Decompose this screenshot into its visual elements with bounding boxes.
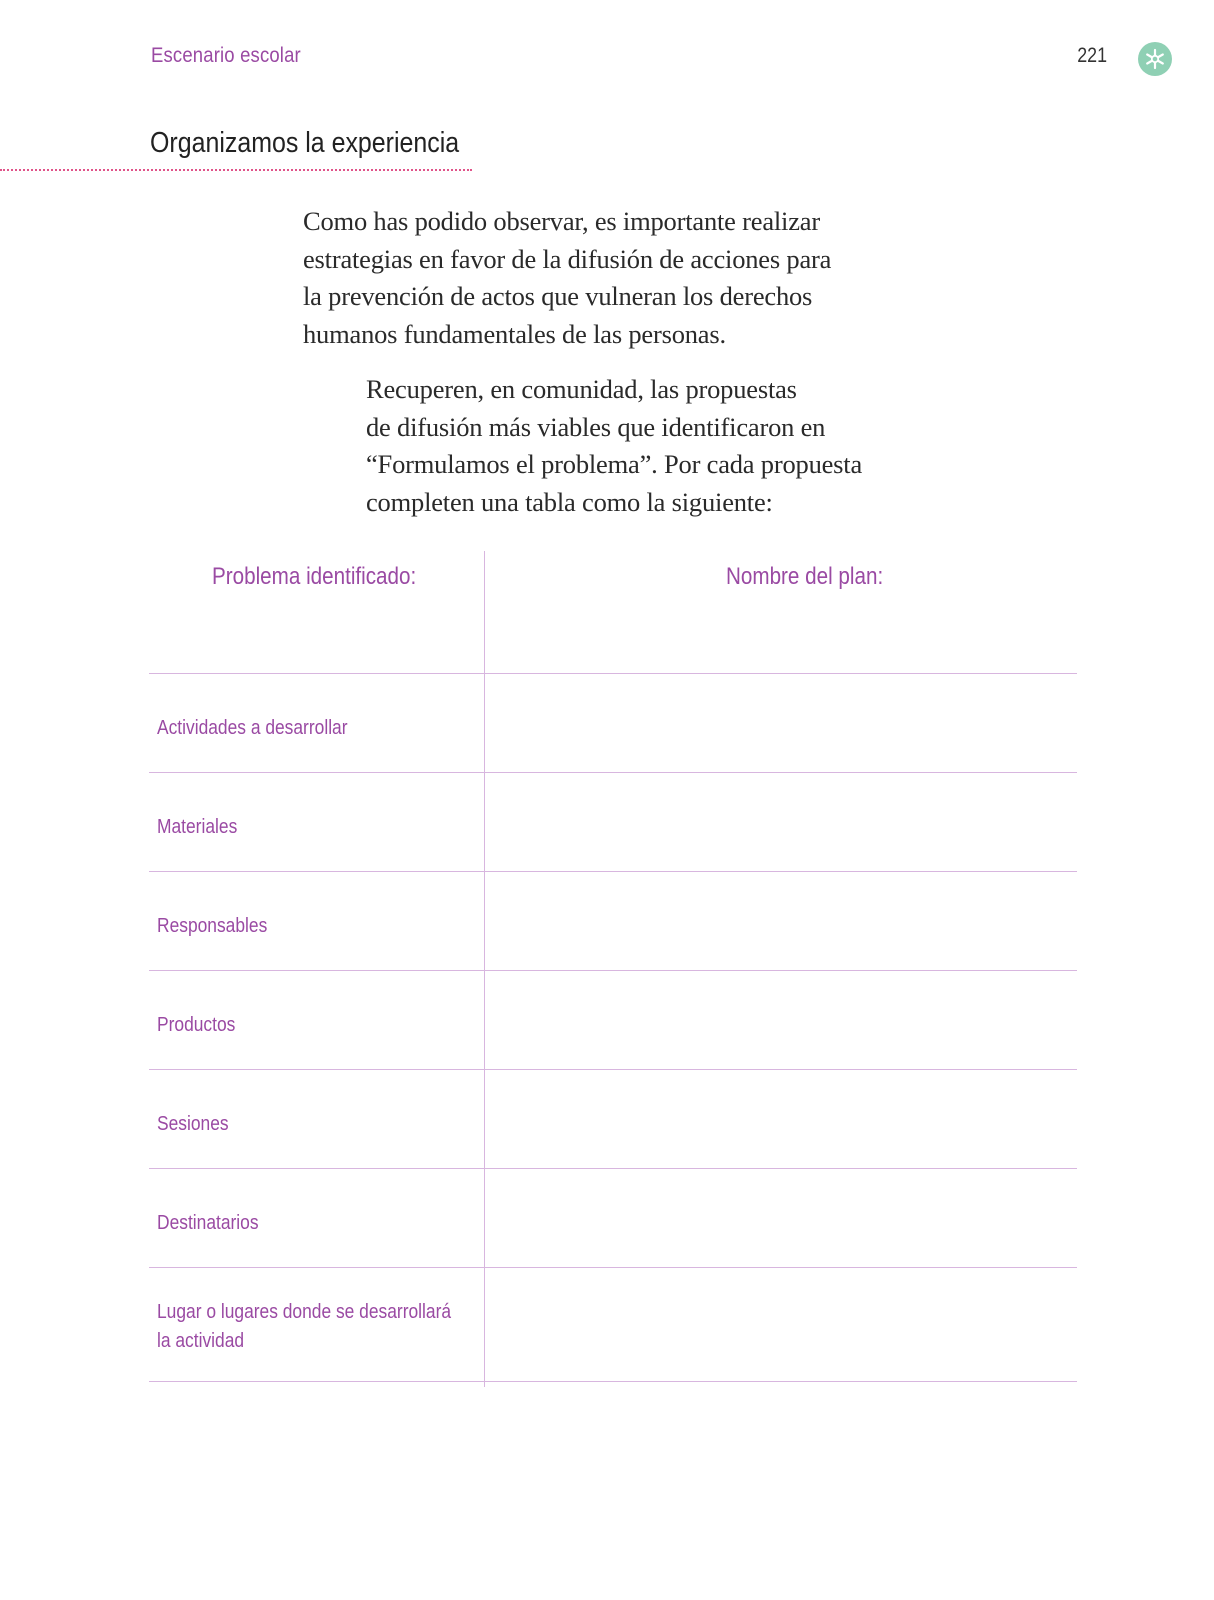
instruction-line: Recuperen, en comunidad, las propuestas (366, 374, 797, 404)
row-label-lugares-line: la actividad (157, 1330, 245, 1352)
table-row-divider (149, 1168, 1077, 1169)
table-bottom-border (149, 1381, 1077, 1382)
intro-line: Como has podido observar, es importante realizar (303, 206, 820, 236)
table-column-divider (484, 551, 485, 1387)
row-label-materiales: Materiales (157, 816, 238, 838)
header-problem-label: Problema identificado: (212, 563, 417, 590)
plan-table (149, 551, 1077, 1387)
page-number: 221 (1077, 44, 1107, 67)
row-label-destinatarios: Destinatarios (157, 1212, 259, 1234)
row-label-sesiones: Sesiones (157, 1113, 229, 1135)
table-row-divider (149, 673, 1077, 674)
table-row-divider (149, 871, 1077, 872)
section-title: Organizamos la experiencia (150, 127, 460, 159)
table-row-divider (149, 1069, 1077, 1070)
snowflake-badge-icon (1138, 42, 1172, 76)
instruction-line: completen una tabla como la siguiente: (366, 486, 773, 517)
instruction-paragraph (366, 371, 926, 521)
intro-paragraph (303, 203, 883, 353)
running-header-section: Escenario escolar (151, 44, 301, 67)
row-label-actividades: Actividades a desarrollar (157, 717, 348, 739)
row-label-lugares (157, 1298, 451, 1356)
title-dotted-underline (0, 169, 472, 171)
header-plan-name-label: Nombre del plan: (726, 563, 884, 590)
table-row-divider (149, 970, 1077, 971)
instruction-line: de difusión más viables que identificaron en (366, 411, 826, 442)
intro-line: la prevención de actos que vulneran los derechos (303, 281, 813, 311)
intro-line: estrategias en favor de la difusión de acciones para (303, 243, 832, 274)
row-label-productos: Productos (157, 1014, 236, 1036)
row-label-lugares-line: Lugar o lugares donde se desarrollará (157, 1301, 452, 1323)
table-row-divider (149, 772, 1077, 773)
instruction-line: “Formulamos el problema”. Por cada propuesta (366, 449, 863, 479)
row-label-responsables: Responsables (157, 915, 268, 937)
intro-line: humanos fundamentales de las personas. (303, 318, 726, 349)
table-row-divider (149, 1267, 1077, 1268)
